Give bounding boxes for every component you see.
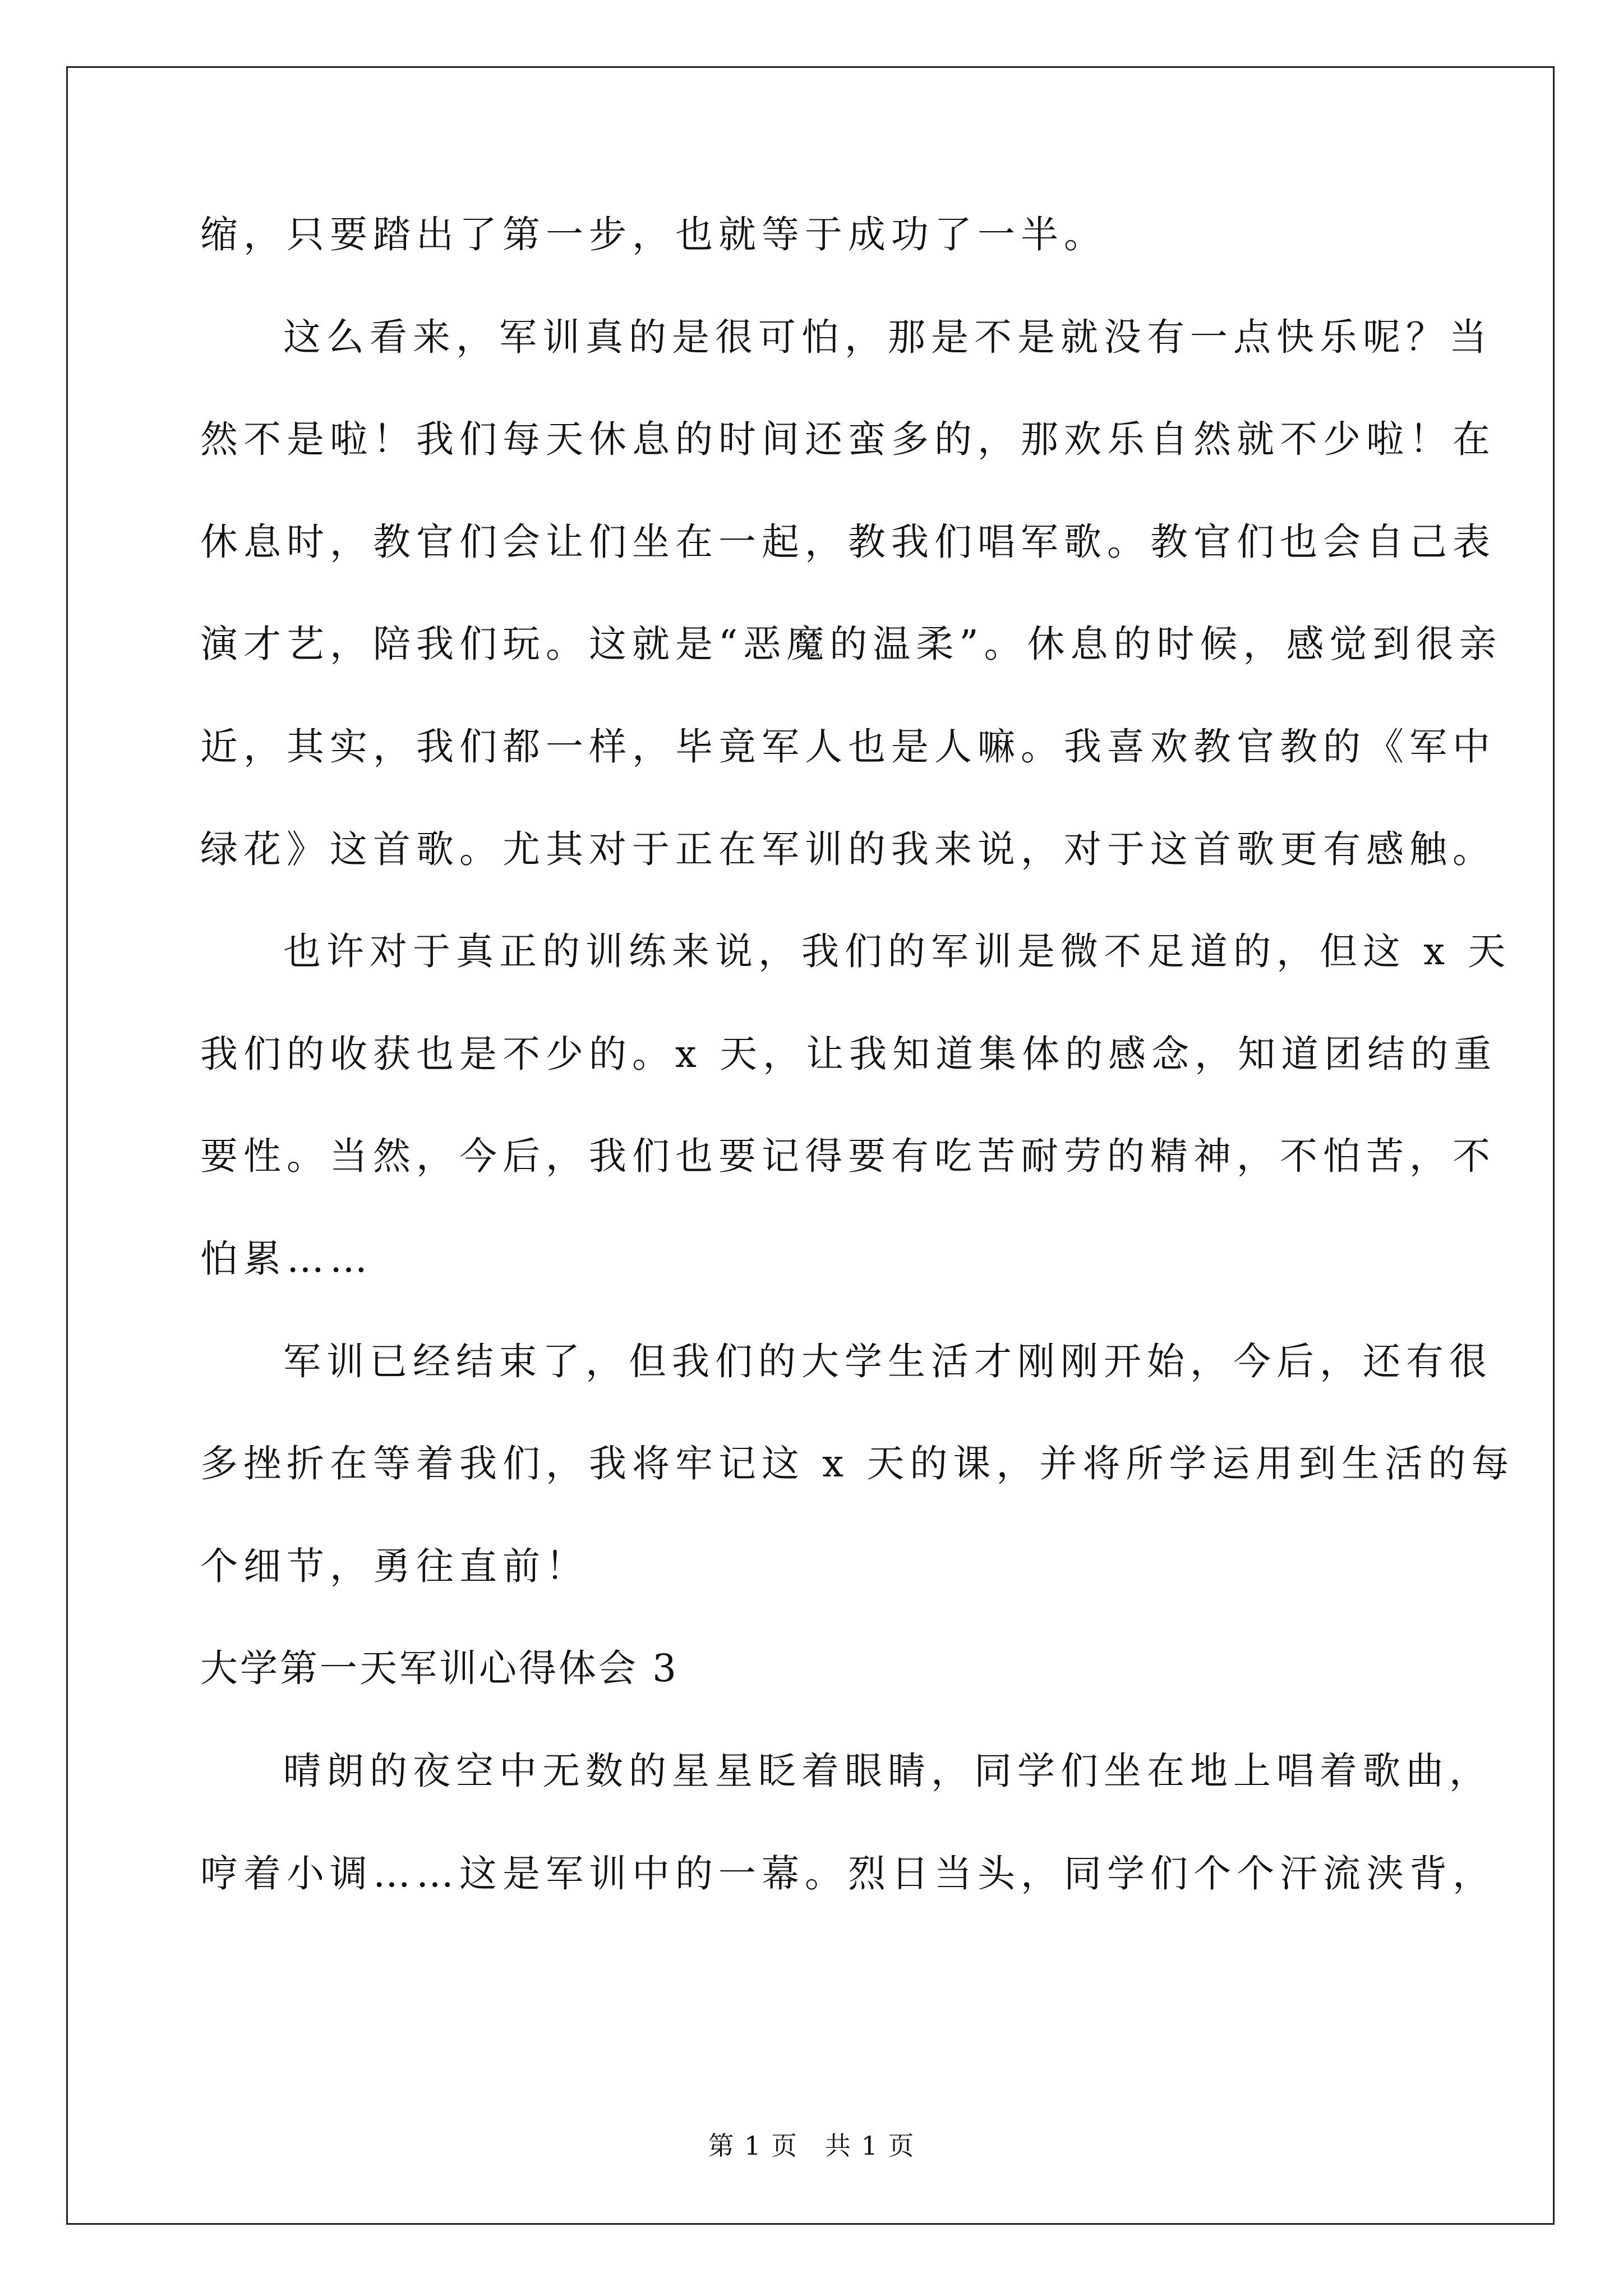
text-line: 怕累…… [200,1237,373,1281]
text-line: 晴朗的夜空中无数的星星眨着眼睛，同学们坐在地上唱着歌曲， [283,1749,1492,1793]
text-line: 军训已经结束了，但我们的大学生活才刚刚开始，今后，还有很 [283,1339,1492,1383]
page-footer: 第 1 页 共 1 页 [708,2131,915,2161]
text-line: 然不是啦！我们每天休息的时间还蛮多的，那欢乐自然就不少啦！在 [200,417,1496,462]
text-line: 缩，只要踏出了第一步，也就等于成功了一半。 [200,213,1107,256]
text-line: 哼着小调……这是军训中的一幕。烈日当头，同学们个个汗流浃背， [200,1851,1496,1895]
text-line: 这么看来，军训真的是很可怕，那是不是就没有一点快乐呢？当 [283,315,1492,359]
text-line: 要性。当然，今后，我们也要记得要有吃苦耐劳的精神，不怕苦，不 [200,1134,1496,1179]
text-line: 近，其实，我们都一样，毕竟军人也是人嘛。我喜欢教官教的《军中 [200,725,1496,769]
text-line: 休息时，教官们会让们坐在一起，教我们唱军歌。教官们也会自己表 [200,519,1496,564]
text-line: 也许对于真正的训练来说，我们的军训是微不足道的，但这 x 天 [283,930,1511,974]
text-line: 我们的收获也是不少的。x 天，让我知道集体的感念，知道团结的重 [200,1032,1497,1076]
text-line: 演才艺，陪我们玩。这就是“恶魔的温柔”。休息的时候，感觉到很亲 [200,622,1502,666]
text-line: 绿花》这首歌。尤其对于正在军训的我来说，对于这首歌更有感触。 [200,827,1496,871]
section-heading: 大学第一天军训心得体会 3 [200,1646,679,1691]
text-line: 多挫折在等着我们，我将牢记这 x 天的课，并将所学运用到生活的每 [200,1442,1515,1486]
text-line: 个细节，勇往直前！ [200,1544,589,1588]
